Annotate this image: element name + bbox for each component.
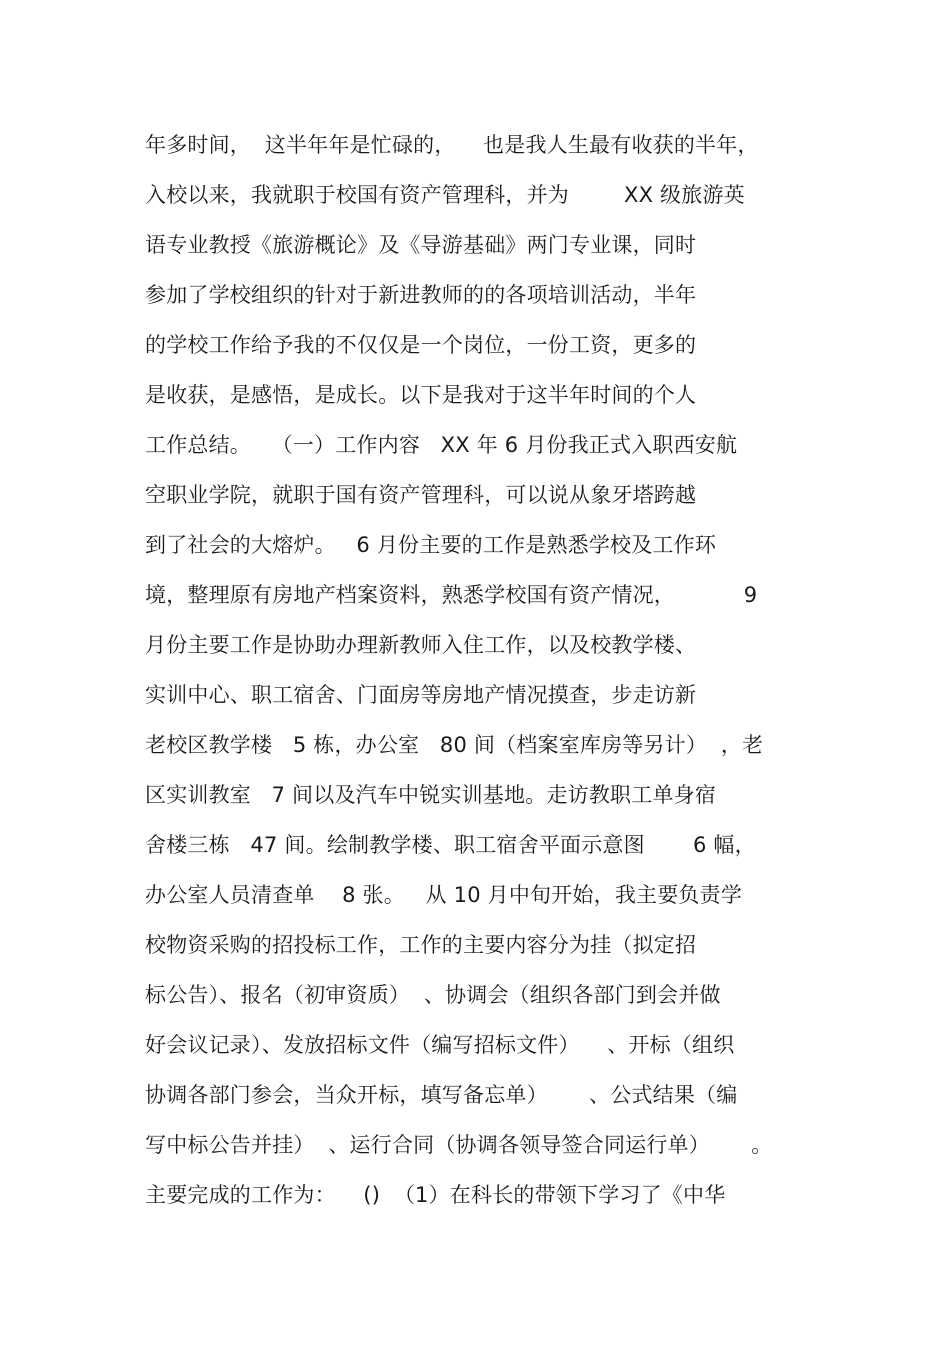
text-line: 区实训教室 7 间以及汽车中锐实训基地。走访教职工单身宿 <box>145 783 717 807</box>
text-line: 境，整理原有房地产档案资料，熟悉学校国有资产情况， 9 <box>145 583 758 607</box>
text-line: 实训中心、职工宿舍、门面房等房地产情况摸查，步走访新 <box>145 683 697 707</box>
text-line: 舍楼三栋 47 间。绘制教学楼、职工宿舍平面示意图 6 幅， <box>145 833 756 857</box>
text-line: 好会议记录）、发放招标文件（编写招标文件） 、开标（组织 <box>145 1033 735 1057</box>
text-line: 的学校工作给予我的不仅仅是一个岗位，一份工资，更多的 <box>145 333 697 357</box>
text-line: 入校以来，我就职于校国有资产管理科，并为 XX 级旅游英 <box>145 183 745 207</box>
text-line: 主要完成的工作为： () （1）在科长的带领下学习了《中华 <box>145 1183 726 1207</box>
text-line: 工作总结。 （一）工作内容 XX 年 6 月份我正式入职西安航 <box>145 433 738 457</box>
text-line: 年多时间， 这半年年是忙碌的， 也是我人生最有收获的半年， <box>145 133 759 157</box>
text-line: 参加了学校组织的针对于新进教师的的各项培训活动，半年 <box>145 283 697 307</box>
text-line: 协调各部门参会，当众开标，填写备忘单） 、公式结果（编 <box>145 1083 738 1107</box>
text-line: 空职业学院，就职于国有资产管理科，可以说从象牙塔跨越 <box>145 483 697 507</box>
text-line: 到了社会的大熔炉。 6 月份主要的工作是熟悉学校及工作环 <box>145 533 717 557</box>
text-line: 办公室人员清查单 8 张。 从 10 月中旬开始，我主要负责学 <box>145 883 743 907</box>
text-line: 语专业教授《旅游概论》及《导游基础》两门专业课，同时 <box>145 233 697 257</box>
text-line: 写中标公告并挂） 、运行合同（协调各领导签合同运行单） 。 <box>145 1133 773 1157</box>
body-text <box>145 120 815 1220</box>
text-line: 标公告）、报名（初审资质） 、协调会（组织各部门到会并做 <box>145 983 721 1007</box>
text-line: 是收获，是感悟，是成长。以下是我对于这半年时间的个人 <box>145 383 697 407</box>
text-line: 月份主要工作是协助办理新教师入住工作，以及校教学楼、 <box>145 633 697 657</box>
text-line: 校物资采购的招投标工作，工作的主要内容分为挂（拟定招 <box>145 933 697 957</box>
text-line: 老校区教学楼 5 栋，办公室 80 间（档案室库房等另计） ，老 <box>145 733 764 757</box>
